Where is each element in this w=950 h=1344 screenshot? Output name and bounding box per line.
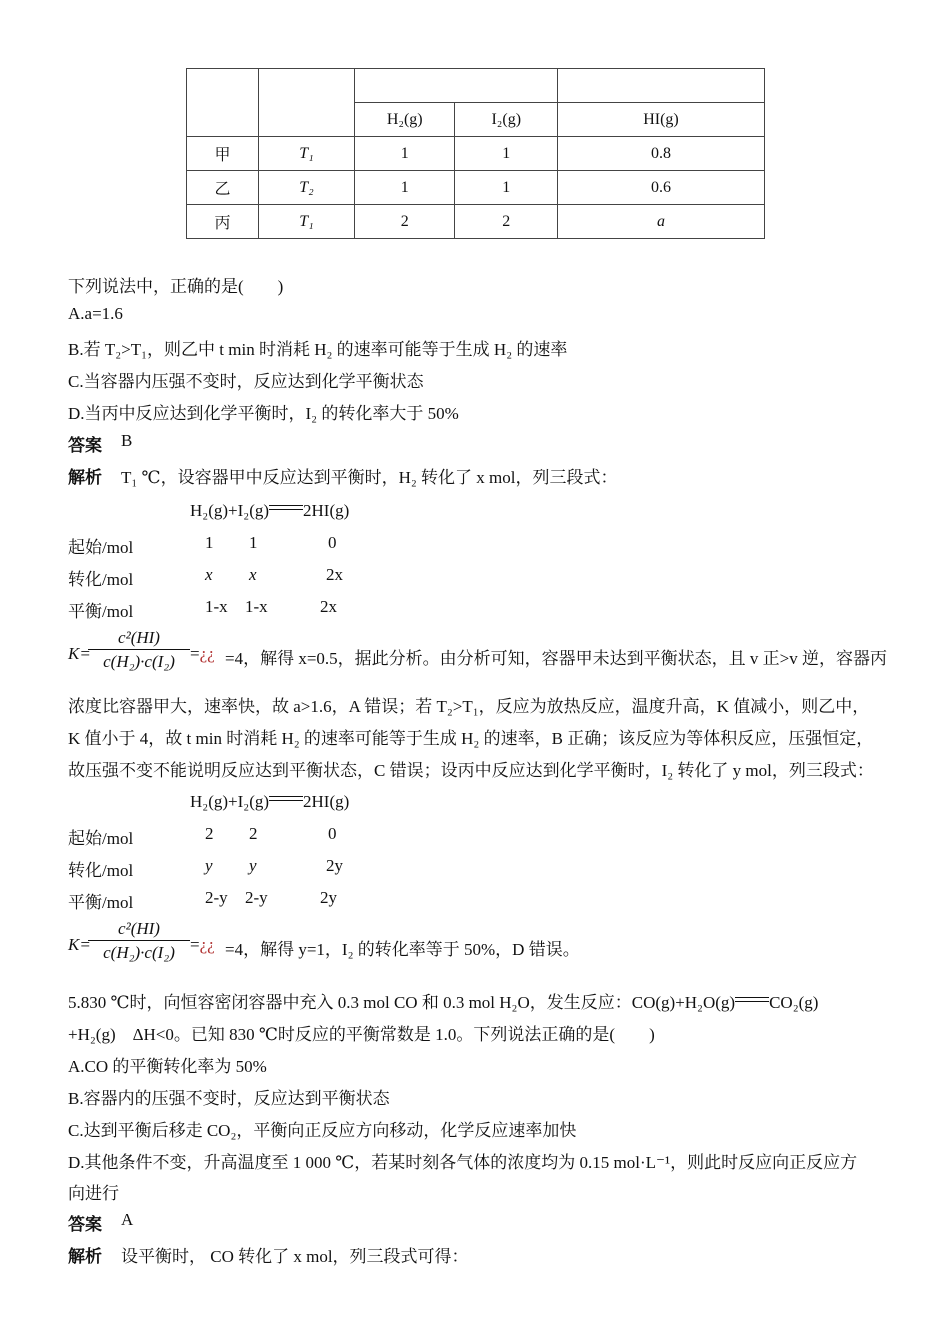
- table-header-cell: [187, 69, 259, 137]
- stage-value: x: [205, 565, 213, 584]
- stage-value: 2y: [320, 888, 337, 907]
- stage-label: 平衡/mol: [68, 893, 134, 912]
- equilibrium-arrow-icon: [269, 794, 303, 804]
- reaction-equation: [190, 501, 349, 521]
- garbled-text: ¿¿: [199, 644, 215, 663]
- answer-label: 答案: [68, 436, 102, 455]
- stage-label: 转化/mol: [68, 861, 134, 880]
- stage-value: 1: [205, 533, 214, 552]
- stage-value: 0: [328, 824, 337, 843]
- k-fraction: [88, 628, 190, 672]
- stage-label: 起始/mol: [68, 538, 134, 557]
- table-cell: 1: [355, 137, 455, 171]
- stage-value: 2x: [320, 597, 337, 616]
- reaction-left: H₂(g)+I₂(g): [190, 792, 270, 811]
- option-d: D.其他条件不变，升高温度至 1 000 ℃，若某时刻各气体的浓度均为 0.15 mol·L⁻¹，则此时反应向正反应方: [68, 1153, 858, 1172]
- question-stem: [68, 988, 818, 1013]
- option-d-continued: 向进行: [68, 1184, 119, 1203]
- option-b: B.若 T₂>T₁，则乙中 t min 时消耗 H₂ 的速率可能等于生成 H₂ 的速率: [68, 340, 568, 359]
- option-c: C.当容器内压强不变时，反应达到化学平衡状态: [68, 372, 424, 391]
- option-c: C.达到平衡后移走 CO₂，平衡向正反应方向移动，化学反应速率加快: [68, 1121, 577, 1140]
- table-header-hi: HI(g): [558, 103, 765, 137]
- table-cell: 1: [455, 171, 558, 205]
- analysis-label: 解析: [68, 468, 102, 487]
- k-equals: [190, 935, 215, 955]
- table-cell: 2: [355, 205, 455, 239]
- equilibrium-arrow-icon: [269, 503, 303, 513]
- fraction-denominator: c(H₂)·c(I₂): [103, 652, 175, 671]
- k-prefix: K=: [68, 644, 91, 663]
- table-cell: 1: [355, 171, 455, 205]
- stage-value: 2-y: [205, 888, 228, 907]
- data-table: [186, 68, 765, 239]
- stage-label: 起始/mol: [68, 829, 134, 848]
- table-cell: 乙: [187, 171, 259, 205]
- table-cell: 1: [455, 137, 558, 171]
- table-header-cell: [558, 69, 765, 103]
- table-header-cell: [355, 69, 558, 103]
- question-stem-part: 5.830 ℃时，向恒容密闭容器中充入 0.3 mol CO 和 0.3 mol H₂O，发生反应：CO(g)+H₂O(g): [68, 993, 736, 1012]
- table-cell: T₂: [259, 171, 355, 205]
- table-header-i2: I₂(g): [455, 103, 558, 137]
- stage-value: x: [249, 565, 257, 584]
- table-cell: 甲: [187, 137, 259, 171]
- fraction-denominator: c(H₂)·c(I₂): [103, 943, 175, 962]
- garbled-text: ¿¿: [199, 935, 215, 954]
- reaction-right: 2HI(g): [303, 501, 350, 520]
- fraction-numerator: c²(HI): [88, 628, 190, 650]
- stage-value: 1-x: [205, 597, 228, 616]
- answer-label: 答案: [68, 1215, 102, 1234]
- stage-value: 0: [328, 533, 337, 552]
- table-cell: 丙: [187, 205, 259, 239]
- question-stem-part: CO₂(g): [769, 993, 819, 1012]
- equilibrium-arrow-icon: [735, 995, 769, 1005]
- option-b: B.容器内的压强不变时，反应达到平衡状态: [68, 1089, 390, 1108]
- stage-label: 平衡/mol: [68, 602, 134, 621]
- stage-value: 2: [205, 824, 214, 843]
- table-cell: 2: [455, 205, 558, 239]
- stage-value: y: [249, 856, 257, 875]
- analysis-line: 设平衡时， CO 转化了 x mol，列三段式可得：: [121, 1247, 469, 1266]
- table-cell: 0.8: [558, 137, 765, 171]
- k-equals: [190, 644, 215, 664]
- answer-value: A: [121, 1210, 134, 1229]
- analysis-line: =4，解得 y=1，I₂ 的转化率等于 50%，D 错误。: [225, 940, 580, 959]
- table-row: [187, 205, 765, 239]
- stage-value: 2-y: [245, 888, 268, 907]
- option-a: A.CO 的平衡转化率为 50%: [68, 1057, 267, 1076]
- fraction-numerator: c²(HI): [88, 919, 190, 941]
- table-cell: a: [558, 205, 765, 239]
- stage-label: 转化/mol: [68, 570, 134, 589]
- stage-value: 1: [249, 533, 258, 552]
- reaction-right: 2HI(g): [303, 792, 350, 811]
- table-header-cell: [259, 69, 355, 137]
- analysis-line: =4，解得 x=0.5，据此分析。由分析可知，容器甲未达到平衡状态，且 v 正>v 逆，容器丙: [225, 649, 888, 668]
- stage-value: 1-x: [245, 597, 268, 616]
- table-cell: 0.6: [558, 171, 765, 205]
- table-cell: T₁: [259, 205, 355, 239]
- table-row: [187, 171, 765, 205]
- stage-value: 2y: [326, 856, 343, 875]
- reaction-equation: [190, 792, 349, 812]
- k-fraction: [88, 919, 190, 963]
- analysis-label: 解析: [68, 1247, 102, 1266]
- answer-value: B: [121, 431, 133, 450]
- analysis-intro: T₁ ℃，设容器甲中反应达到平衡时，H₂ 转化了 x mol，列三段式：: [121, 468, 618, 487]
- k-equals-sign: =: [190, 644, 200, 663]
- analysis-line: 浓度比容器甲大，速率快，故 a>1.6，A 错误；若 T₂>T₁，反应为放热反应，温度升高，K 值减小，则乙中，: [68, 697, 870, 716]
- option-d: D.当丙中反应达到化学平衡时，I₂ 的转化率大于 50%: [68, 404, 459, 423]
- stage-value: 2x: [326, 565, 343, 584]
- analysis-line: K 值小于 4，故 t min 时消耗 H₂ 的速率可能等于生成 H₂ 的速率，B 正确；该反应为等体积反应，压强恒定，: [68, 729, 874, 748]
- stage-value: y: [205, 856, 213, 875]
- question-stem: +H₂(g) ΔH<0。已知 830 ℃时反应的平衡常数是 1.0。下列说法正确的是( ): [68, 1025, 655, 1044]
- question-stem: 下列说法中，正确的是( ): [68, 277, 284, 296]
- option-a: A.a=1.6: [68, 304, 123, 323]
- table-cell: T₁: [259, 137, 355, 171]
- table-header-h2: H₂(g): [355, 103, 455, 137]
- analysis-line: 故压强不变不能说明反应达到平衡状态，C 错误；设丙中反应达到化学平衡时，I₂ 转化了 y mol，列三段式：: [68, 761, 874, 780]
- k-prefix: K=: [68, 935, 91, 954]
- k-equals-sign: =: [190, 935, 200, 954]
- table-row: [187, 137, 765, 171]
- stage-value: 2: [249, 824, 258, 843]
- reaction-left: H₂(g)+I₂(g): [190, 501, 270, 520]
